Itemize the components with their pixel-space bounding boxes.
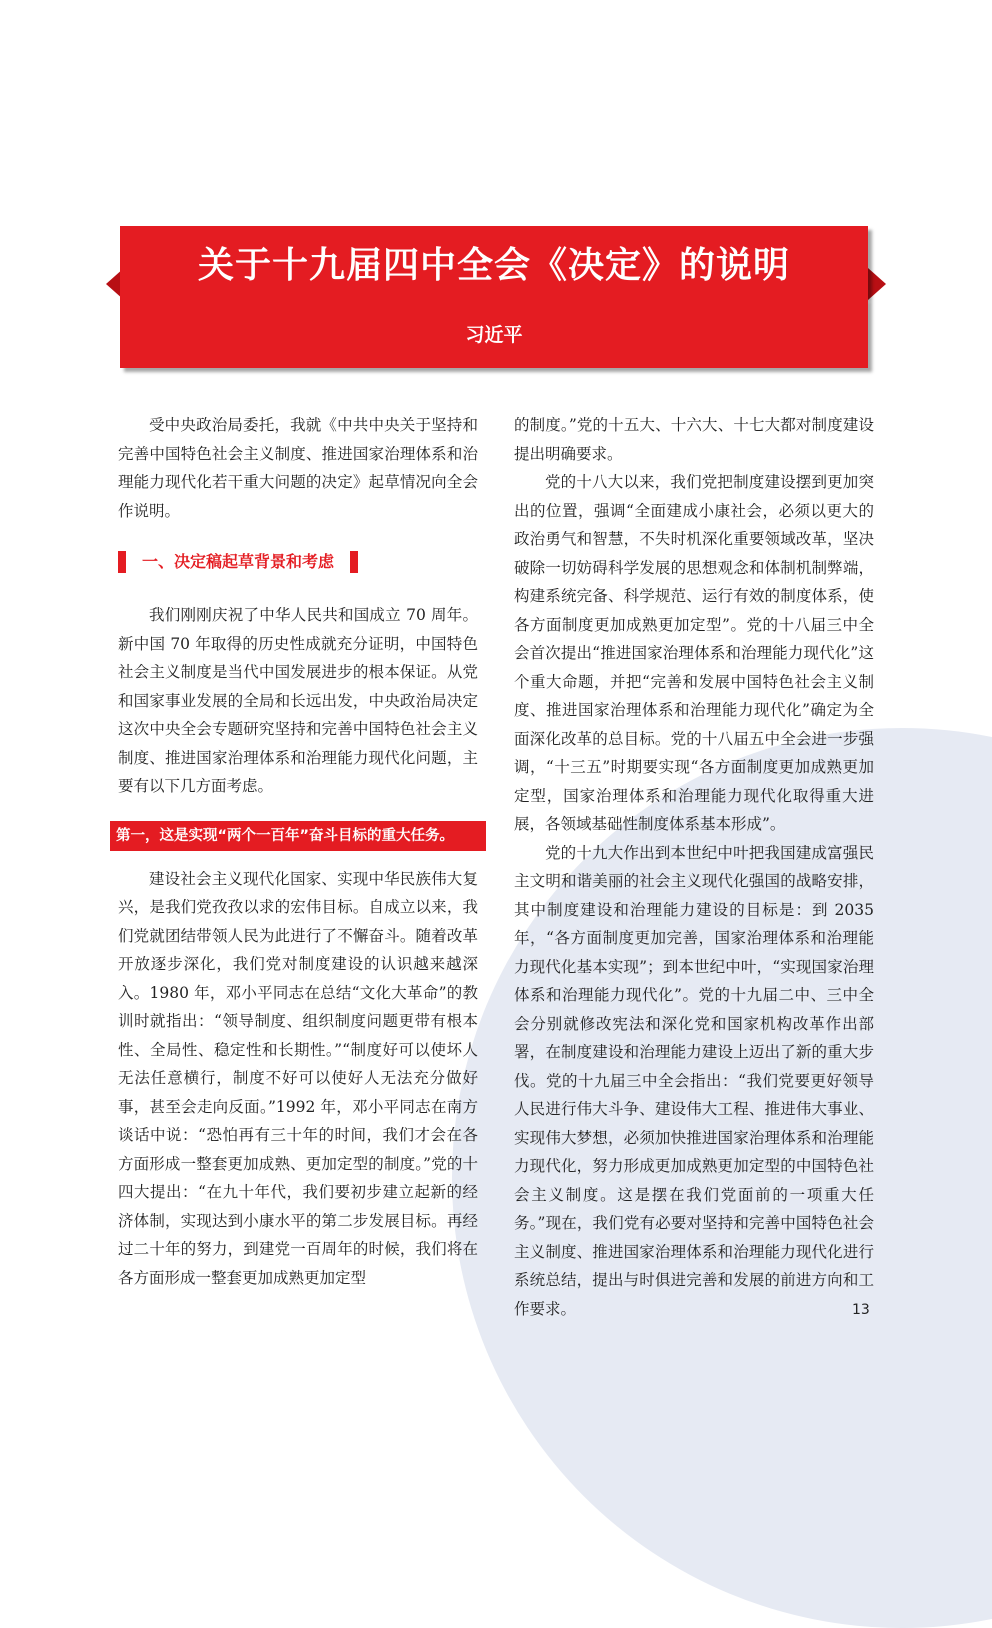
page-number: 13 [852,1302,870,1318]
body-paragraph: 党的十九大作出到本世纪中叶把我国建成富强民主文明和谐美丽的社会主义现代化强国的战略安排，其中制度建设和治理能力建设的目标是：到 2035 年，“各方面制度更加完善，国家治理体系和治理能力现代化基本实现”；到本世纪中叶，“实现国家治理体系和治理能力现代化”。党的十九届二中、三中全会分别就修改宪法和深化党和国家机构改革作出部署，在制度建设和治理能力建设上迈出了新的重大步伐。党的十九届三中全会指出：“我们党要更好领导人民进行伟大斗争、建设伟大工程、推进伟大事业、实现伟大梦想，必须加快推进国家治理体系和治理能力现代化，努力形成更加成熟更加定型的中国特色社会主义制度。这是摆在我们党面前的一项重大任务。”现在，我们党有必要对坚持和完善中国特色社会主义制度、推进国家治理体系和治理能力现代化进行系统总结，提出与时俱进完善和发展的前进方向和工作要求。 [514,843,874,1318]
section-heading [118,547,478,577]
section-heading-text: 一、决定稿起草背景和考虑 [142,551,335,571]
body-paragraph: 党的十八大以来，我们党把制度建设摆到更加突出的位置，强调“全面建成小康社会，必须以更大的政治勇气和智慧，不失时机深化重要领域改革，坚决破除一切妨碍科学发展的思想观念和体制机制弊端，构建系统完备、科学规范、运行有效的制度体系，使各方面制度更加成熟更加定型”。党的十八届三中全会首次提出“推进国家治理体系和治理能力现代化”这个重大命题，并把“完善和发展中国特色社会主义制度、推进国家治理体系和治理能力现代化”确定为全面深化改革的总目标。党的十八届五中全会进一步强调，“十三五”时期要实现“各方面制度更加成熟更加定型，国家治理体系和治理能力现代化取得重大进展，各领域基础性制度体系基本形成”。 [514,473,874,833]
continued-paragraph: 的制度。”党的十五大、十六大、十七大都对制度建设提出明确要求。 [514,416,874,463]
title-banner [120,226,868,298]
article-title: 关于十九届四中全会《决定》的说明 [197,244,790,286]
article-author: 习近平 [465,323,523,346]
title-ribbon-fold-right [868,268,886,300]
heading-bar-right [350,551,358,573]
body-paragraph: 我们刚刚庆祝了中华人民共和国成立 70 周年。新中国 70 年取得的历史性成就充分证明，中国特色社会主义制度是当代中国发展进步的根本保证。从党和国家事业发展的全局和长远出发，中央政治局决定这次中央全会专题研究坚持和完善中国特色社会主义制度、推进国家治理体系和治理能力现代化问题，主要有以下几方面考虑。 [118,606,478,795]
author-banner [120,298,868,368]
intro-paragraph: 受中央政治局委托，我就《中共中央关于坚持和完善中国特色社会主义制度、推进国家治理体系和治理能力现代化若干重大问题的决定》起草情况向全会作说明。 [118,416,478,520]
left-column [118,411,478,1292]
body-paragraph: 建设社会主义现代化国家、实现中华民族伟大复兴，是我们党孜孜以求的宏伟目标。自成立以来，我们党就团结带领人民为此进行了不懈奋斗。随着改革开放逐步深化，我们党对制度建设的认识越来越深入。1980 年，邓小平同志在总结“文化大革命”的教训时就指出：“领导制度、组织制度问题更带有根本性、全局性、稳定性和长期性。”“制度好可以使坏人无法任意横行，制度不好可以使好人无法充分做好事，甚至会走向反面。”1992 年，邓小平同志在南方谈话中说：“恐怕再有三十年的时间，我们才会在各方面形成一整套更加成熟、更加定型的制度。”党的十四大提出：“在九十年代，我们要初步建立起新的经济体制，实现达到小康水平的第二步发展目标。再经过二十年的努力，到建党一百周年的时候，我们将在各方面形成一整套更加成熟更加定型 [118,869,478,1287]
point-heading: 第一，这是实现“两个一百年”奋斗目标的重大任务。 [110,821,486,851]
heading-bar-left [118,551,126,573]
right-column [514,411,874,1323]
